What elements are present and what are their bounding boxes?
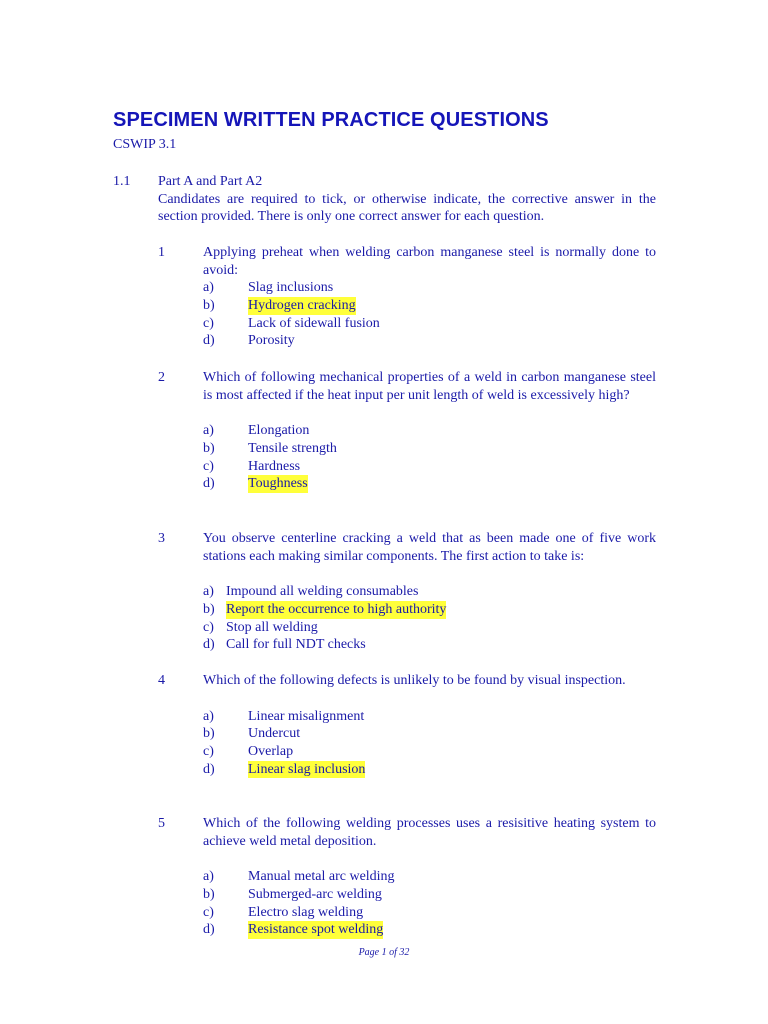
answer-options [203, 583, 656, 654]
answer-option-d[interactable]: d) Call for full NDT checks [203, 637, 366, 653]
question-5 [158, 815, 656, 939]
question-text: Which of the following defects is unlikely to be found by visual inspection. [203, 673, 626, 688]
section-number: 1.1 [113, 174, 131, 189]
answer-option-d[interactable]: d) Toughness [203, 476, 308, 492]
answer-options [203, 422, 656, 493]
answer-option-c[interactable]: c) Electro slag welding [203, 904, 364, 920]
question-1 [158, 244, 656, 350]
question-2 [158, 369, 656, 493]
answer-option-d[interactable]: d) Porosity [203, 333, 295, 349]
answer-option-a[interactable]: a) Linear misalignment [203, 708, 365, 724]
answer-option-d[interactable]: d) Resistance spot welding [203, 922, 384, 938]
answer-option-b[interactable]: b) Hydrogen cracking [203, 298, 356, 314]
question-4 [158, 672, 656, 778]
answer-option-b[interactable]: b) Submerged-arc welding [203, 887, 382, 903]
question-text: You observe centerline cracking a weld that as been made one of five work stations each making similar components. The first action to take is: [203, 531, 656, 564]
question-number: 2 [158, 370, 165, 385]
answer-options [203, 708, 656, 779]
answer-options [203, 279, 656, 350]
answer-option-d[interactable]: d) Linear slag inclusion [203, 761, 366, 777]
answer-option-c[interactable]: c) Lack of sidewall fusion [203, 315, 380, 331]
question-text: Which of the following welding processes uses a resisitive heating system to achieve weld metal deposition. [203, 816, 656, 849]
answer-option-a[interactable]: a) Elongation [203, 423, 310, 439]
question-text: Which of following mechanical properties of a weld in carbon manganese steel is most affected if the heat input per unit length of weld is excessively high? [203, 370, 656, 403]
highlighted-answer: Report the occurrence to high authority [226, 602, 447, 618]
answer-option-b[interactable]: b) Report the occurrence to high authority [203, 602, 447, 618]
highlighted-answer: Resistance spot welding [248, 922, 384, 938]
section-heading: Part A and Part A2 [158, 174, 263, 189]
answer-option-a[interactable]: a) Manual metal arc welding [203, 869, 395, 885]
page-footer: Page 1 of 32 [358, 947, 410, 958]
question-number: 3 [158, 531, 165, 546]
highlighted-answer: Linear slag inclusion [248, 761, 366, 777]
page-title: SPECIMEN WRITTEN PRACTICE QUESTIONS [113, 109, 549, 131]
answer-option-a[interactable]: a) Slag inclusions [203, 280, 334, 296]
answer-option-b[interactable]: b) Undercut [203, 726, 301, 742]
answer-option-c[interactable]: c) Hardness [203, 458, 301, 474]
answer-option-c[interactable]: c) Overlap [203, 744, 294, 760]
question-number: 1 [158, 245, 165, 260]
answer-option-c[interactable]: c) Stop all welding [203, 619, 318, 635]
question-number: 4 [158, 673, 165, 688]
section-instructions: Candidates are required to tick, or otherwise indicate, the corrective answer in the section provided. There is only one correct answer for each question. [158, 191, 656, 225]
question-3 [158, 530, 656, 654]
answer-option-b[interactable]: b) Tensile strength [203, 441, 337, 457]
question-number: 5 [158, 816, 165, 831]
answer-options [203, 868, 656, 939]
highlighted-answer: Toughness [248, 476, 308, 492]
highlighted-answer: Hydrogen cracking [248, 298, 356, 314]
answer-option-a[interactable]: a) Impound all welding consumables [203, 584, 419, 600]
section-intro [158, 173, 656, 226]
page-subtitle: CSWIP 3.1 [113, 137, 177, 152]
question-text: Applying preheat when welding carbon manganese steel is normally done to avoid: [203, 245, 656, 278]
